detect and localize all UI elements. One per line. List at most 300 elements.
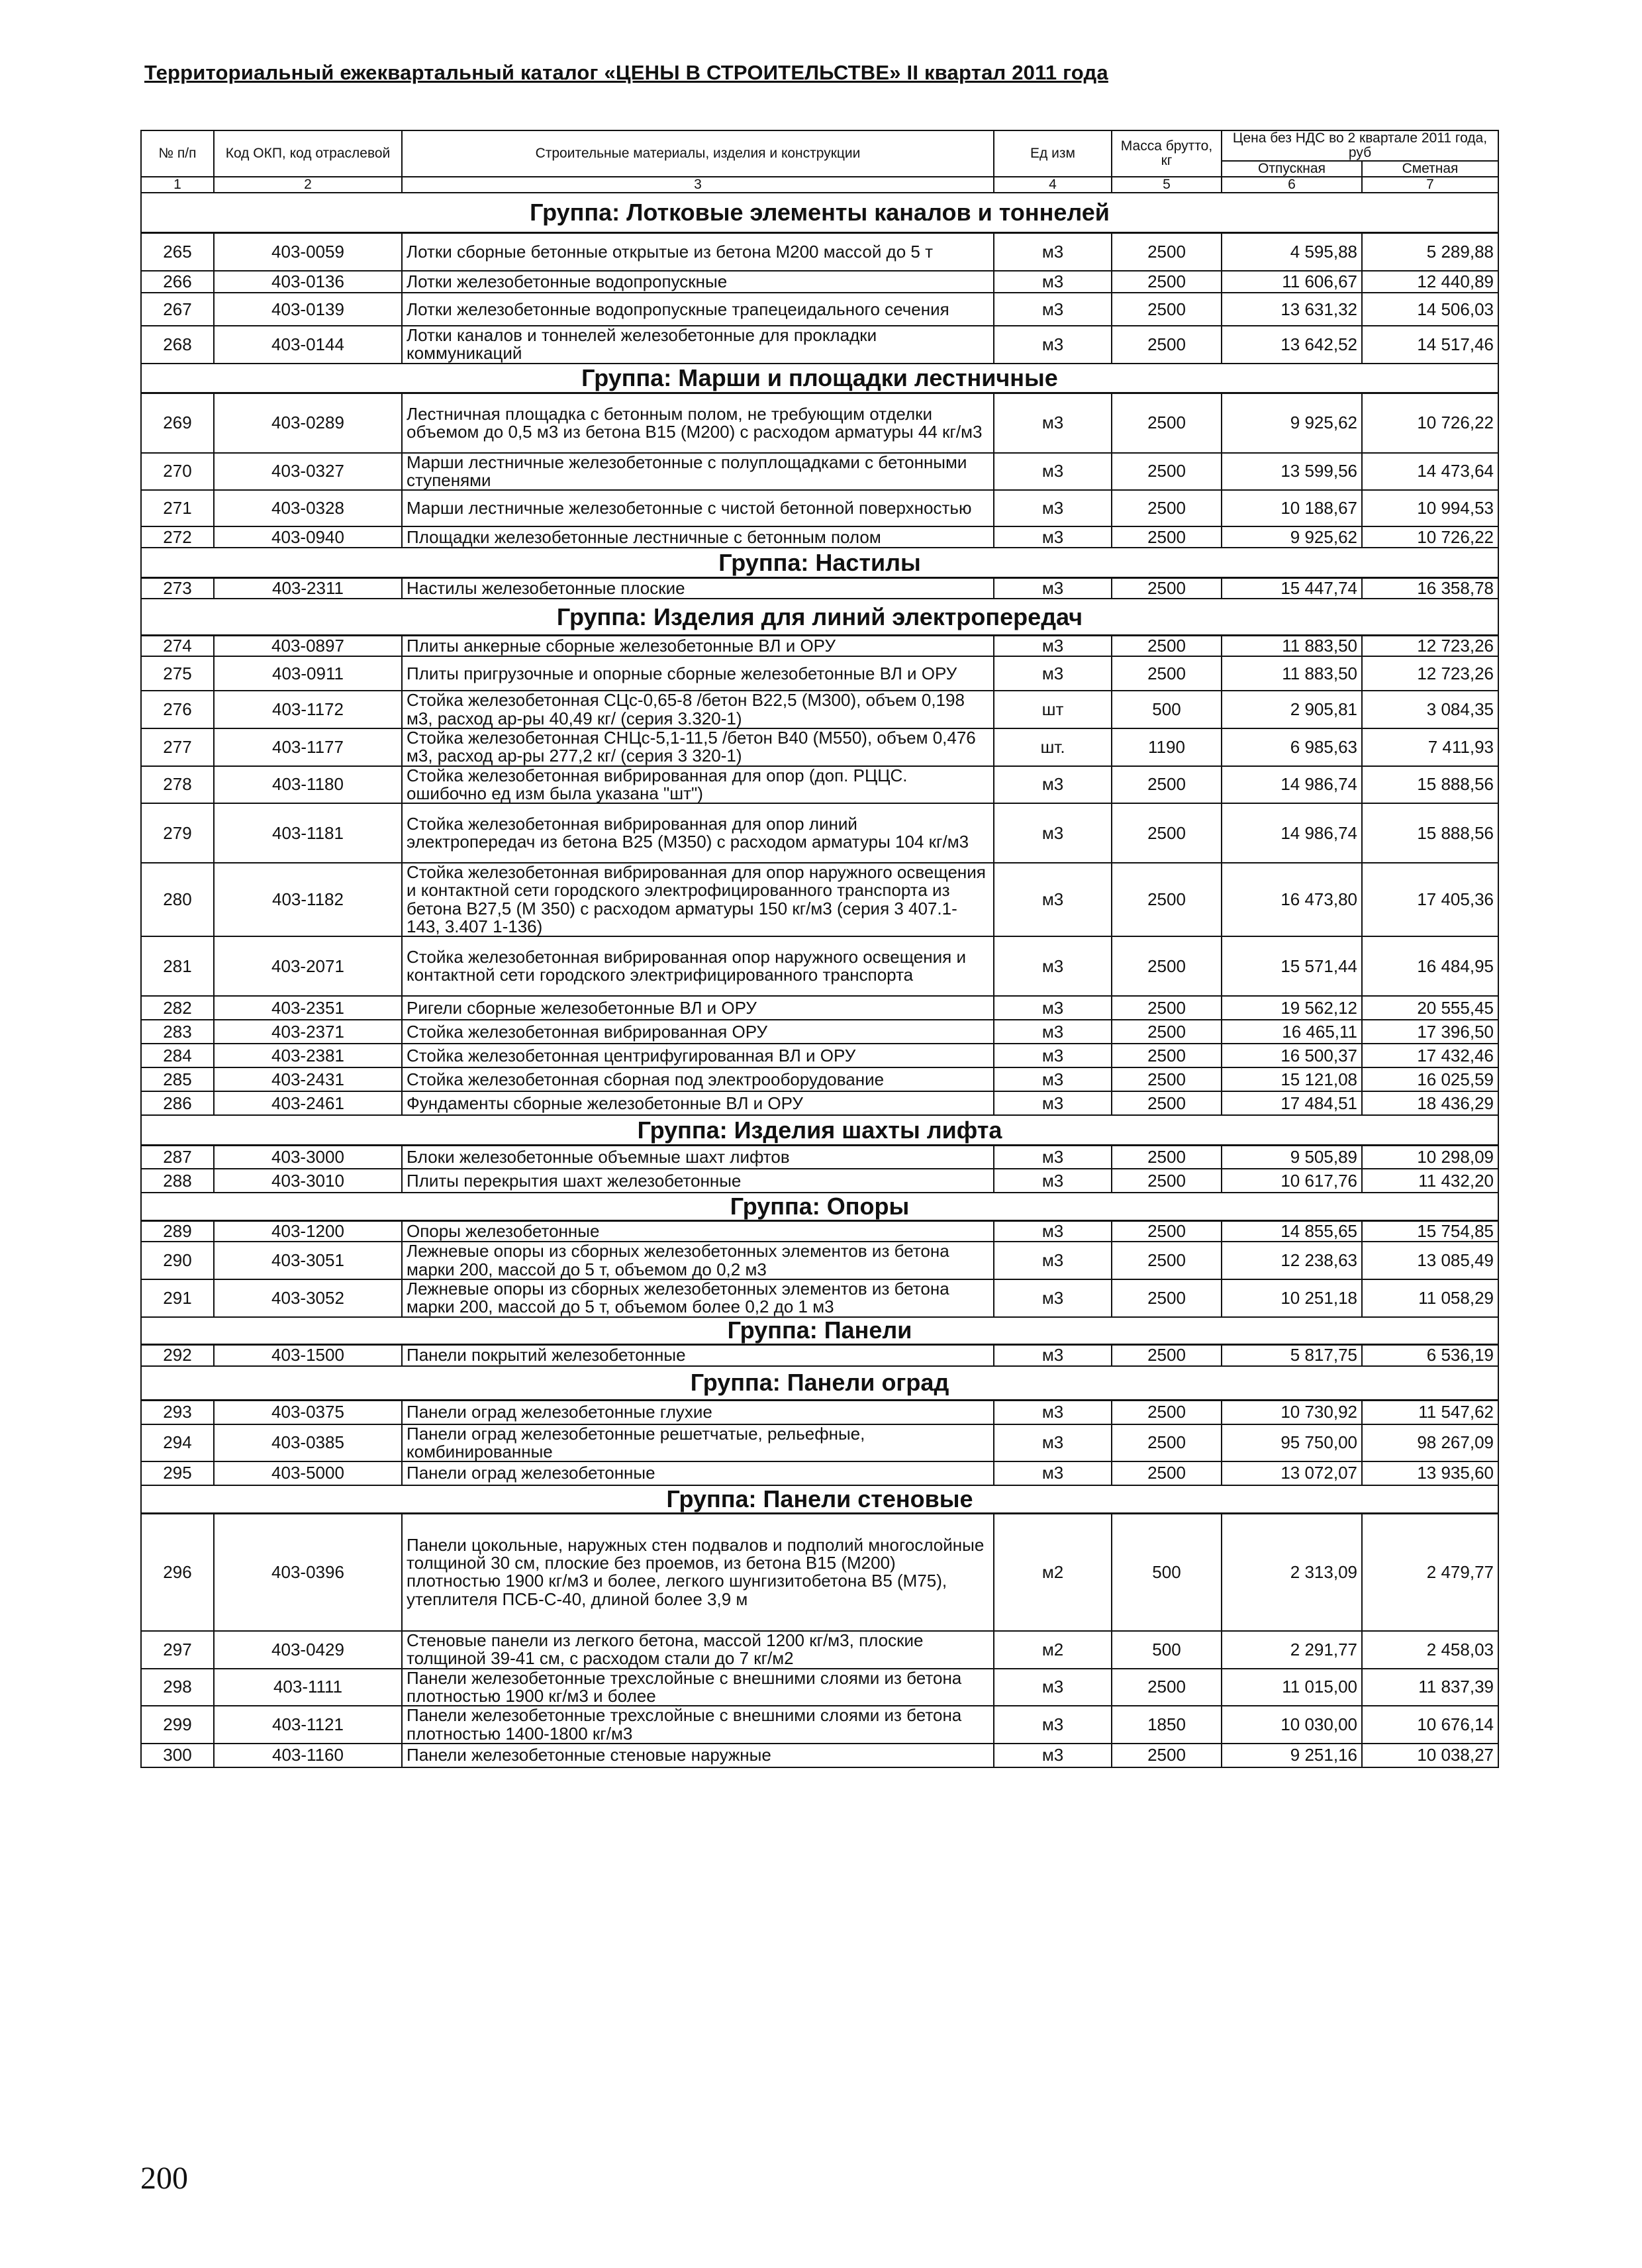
group-row — [141, 193, 1498, 232]
cell-code: 403-1172 — [214, 691, 402, 728]
table-row — [141, 1424, 1498, 1462]
table-row — [141, 271, 1498, 293]
cell-mass: 2500 — [1112, 526, 1222, 548]
table-row — [141, 1220, 1498, 1242]
cell-n: 281 — [141, 936, 214, 996]
cell-unit: м3 — [994, 271, 1112, 293]
cell-mass: 2500 — [1112, 1279, 1222, 1317]
table-row — [141, 232, 1498, 271]
col-header-num: № п/п — [141, 130, 214, 177]
cell-code: 403-2351 — [214, 996, 402, 1020]
cell-n: 269 — [141, 393, 214, 453]
table-row — [141, 635, 1498, 656]
cell-est: 11 432,20 — [1362, 1169, 1498, 1193]
cell-code: 403-0328 — [214, 490, 402, 526]
cell-code: 403-0136 — [214, 271, 402, 293]
cell-unit: м3 — [994, 326, 1112, 364]
cell-mass: 2500 — [1112, 936, 1222, 996]
cell-n: 265 — [141, 232, 214, 271]
table-row — [141, 656, 1498, 691]
cell-est: 18 436,29 — [1362, 1091, 1498, 1115]
cell-sell: 15 447,74 — [1222, 577, 1362, 599]
cell-unit: м3 — [994, 1020, 1112, 1044]
cell-est: 3 084,35 — [1362, 691, 1498, 728]
cell-sell: 10 730,92 — [1222, 1401, 1362, 1424]
cell-n: 293 — [141, 1401, 214, 1424]
cell-est: 14 506,03 — [1362, 293, 1498, 326]
cell-unit: м2 — [994, 1513, 1112, 1631]
cell-est: 16 484,95 — [1362, 936, 1498, 996]
cell-sell: 15 121,08 — [1222, 1067, 1362, 1091]
table-row — [141, 1067, 1498, 1091]
cell-code: 403-1182 — [214, 863, 402, 936]
cell-code: 403-0940 — [214, 526, 402, 548]
group-row — [141, 1115, 1498, 1145]
cell-sell: 2 905,81 — [1222, 691, 1362, 728]
cell-est: 98 267,09 — [1362, 1424, 1498, 1462]
cell-sell: 9 925,62 — [1222, 526, 1362, 548]
cell-name: Панели покрытий железобетонные — [402, 1345, 994, 1366]
cell-sell: 14 986,74 — [1222, 766, 1362, 804]
cell-name: Стойка железобетонная вибрированная для опор линий электропередач из бетона В25 (М350) с расходом арматуры 104 кг/м3 — [402, 803, 994, 863]
cell-unit: м3 — [994, 1706, 1112, 1744]
cell-code: 403-5000 — [214, 1461, 402, 1485]
cell-mass: 2500 — [1112, 577, 1222, 599]
group-row — [141, 364, 1498, 393]
cell-code: 403-1180 — [214, 766, 402, 804]
cell-code: 403-1500 — [214, 1345, 402, 1366]
cell-sell: 4 595,88 — [1222, 232, 1362, 271]
cell-name: Стойка железобетонная СЦс-0,65-8 /бетон В22,5 (М300), объем 0,198 м3, расход ар-ры 40,49 кг/ (серия 3.320-1) — [402, 691, 994, 728]
cell-unit: м3 — [994, 996, 1112, 1020]
table-row — [141, 1669, 1498, 1706]
cell-sell: 9 251,16 — [1222, 1744, 1362, 1767]
cell-mass: 2500 — [1112, 656, 1222, 691]
cell-code: 403-2461 — [214, 1091, 402, 1115]
cell-est: 10 726,22 — [1362, 393, 1498, 453]
cell-est: 14 473,64 — [1362, 453, 1498, 491]
cell-sell: 13 072,07 — [1222, 1461, 1362, 1485]
cell-sell: 10 251,18 — [1222, 1279, 1362, 1317]
cell-unit: м3 — [994, 1424, 1112, 1462]
group-title: Группа: Панели стеновые — [141, 1485, 1498, 1513]
cell-mass: 2500 — [1112, 326, 1222, 364]
cell-n: 298 — [141, 1669, 214, 1706]
cell-mass: 2500 — [1112, 490, 1222, 526]
cell-n: 282 — [141, 996, 214, 1020]
cell-code: 403-0911 — [214, 656, 402, 691]
cell-sell: 13 642,52 — [1222, 326, 1362, 364]
cell-mass: 2500 — [1112, 996, 1222, 1020]
cell-code: 403-1200 — [214, 1220, 402, 1242]
cell-unit: м3 — [994, 1669, 1112, 1706]
cell-mass: 2500 — [1112, 803, 1222, 863]
table-row — [141, 326, 1498, 364]
cell-est: 10 676,14 — [1362, 1706, 1498, 1744]
cell-name: Панели железобетонные трехслойные с внешними слоями из бетона плотностью 1900 кг/м3 и более — [402, 1669, 994, 1706]
cell-n: 289 — [141, 1220, 214, 1242]
page-number: 200 — [140, 2161, 188, 2196]
cell-name: Стойка железобетонная вибрированная для опор наружного освещения и контактной сети городского электрофицированного транспорта из бетона В27,5 (М 350) с расходом арматуры 150 кг/м3 (серия 3 407.1-143, 3.407 1-136) — [402, 863, 994, 936]
cell-mass: 2500 — [1112, 863, 1222, 936]
table-row — [141, 1461, 1498, 1485]
cell-mass: 2500 — [1112, 1461, 1222, 1485]
cell-name: Марши лестничные железобетонные с полуплощадками с бетонными ступенями — [402, 453, 994, 491]
cell-mass: 1190 — [1112, 728, 1222, 766]
cell-unit: м3 — [994, 656, 1112, 691]
cell-code: 403-0289 — [214, 393, 402, 453]
cell-code: 403-1111 — [214, 1669, 402, 1706]
cell-mass: 2500 — [1112, 453, 1222, 491]
cell-mass: 500 — [1112, 1631, 1222, 1669]
cell-unit: м3 — [994, 1044, 1112, 1067]
table-row — [141, 936, 1498, 996]
group-title: Группа: Марши и площадки лестничные — [141, 364, 1498, 393]
cell-n: 284 — [141, 1044, 214, 1067]
cell-name: Стойка железобетонная вибрированная опор наружного освещения и контактной сети городского электрифицированного транспорта — [402, 936, 994, 996]
cell-name: Стойка железобетонная вибрированная для опор (доп. РЦЦС. ошибочно ед изм была указана "шт") — [402, 766, 994, 804]
cell-sell: 16 500,37 — [1222, 1044, 1362, 1067]
group-title: Группа: Изделия шахты лифта — [141, 1115, 1498, 1145]
cell-n: 295 — [141, 1461, 214, 1485]
table-row — [141, 453, 1498, 491]
cell-unit: м3 — [994, 526, 1112, 548]
group-row — [141, 1317, 1498, 1345]
cell-code: 403-1181 — [214, 803, 402, 863]
col-number: 5 — [1112, 177, 1222, 193]
col-number: 7 — [1362, 177, 1498, 193]
cell-sell: 2 313,09 — [1222, 1513, 1362, 1631]
cell-est: 13 085,49 — [1362, 1242, 1498, 1279]
cell-code: 403-1177 — [214, 728, 402, 766]
cell-unit: м3 — [994, 453, 1112, 491]
table-row — [141, 1020, 1498, 1044]
cell-name: Панели оград железобетонные решетчатые, рельефные, комбинированные — [402, 1424, 994, 1462]
cell-code: 403-3000 — [214, 1145, 402, 1169]
cell-mass: 1850 — [1112, 1706, 1222, 1744]
cell-unit: шт — [994, 691, 1112, 728]
cell-mass: 500 — [1112, 691, 1222, 728]
price-table — [140, 130, 1499, 1768]
group-title: Группа: Изделия для линий электропередач — [141, 599, 1498, 635]
cell-code: 403-1160 — [214, 1744, 402, 1767]
cell-code: 403-2071 — [214, 936, 402, 996]
col-number: 1 — [141, 177, 214, 193]
group-title: Группа: Настилы — [141, 548, 1498, 577]
cell-sell: 11 015,00 — [1222, 1669, 1362, 1706]
table-row — [141, 1279, 1498, 1317]
cell-n: 285 — [141, 1067, 214, 1091]
cell-est: 2 458,03 — [1362, 1631, 1498, 1669]
cell-est: 10 298,09 — [1362, 1145, 1498, 1169]
cell-sell: 13 631,32 — [1222, 293, 1362, 326]
cell-n: 268 — [141, 326, 214, 364]
cell-sell: 11 883,50 — [1222, 656, 1362, 691]
cell-name: Стойка железобетонная СНЦс-5,1-11,5 /бетон В40 (М550), объем 0,476 м3, расход ар-ры 277,2 кг/ (серия 3 320-1) — [402, 728, 994, 766]
col-header-name: Строительные материалы, изделия и конструкции — [402, 130, 994, 177]
cell-unit: м3 — [994, 1145, 1112, 1169]
cell-n: 273 — [141, 577, 214, 599]
cell-mass: 2500 — [1112, 1067, 1222, 1091]
cell-unit: м3 — [994, 1169, 1112, 1193]
cell-name: Опоры железобетонные — [402, 1220, 994, 1242]
cell-sell: 10 617,76 — [1222, 1169, 1362, 1193]
cell-sell: 12 238,63 — [1222, 1242, 1362, 1279]
cell-sell: 95 750,00 — [1222, 1424, 1362, 1462]
cell-mass: 2500 — [1112, 1401, 1222, 1424]
cell-sell: 13 599,56 — [1222, 453, 1362, 491]
cell-n: 287 — [141, 1145, 214, 1169]
cell-mass: 2500 — [1112, 1169, 1222, 1193]
cell-code: 403-0327 — [214, 453, 402, 491]
cell-name: Стойка железобетонная вибрированная ОРУ — [402, 1020, 994, 1044]
cell-code: 403-3051 — [214, 1242, 402, 1279]
cell-unit: м3 — [994, 1220, 1112, 1242]
table-row — [141, 863, 1498, 936]
cell-code: 403-0385 — [214, 1424, 402, 1462]
cell-est: 17 396,50 — [1362, 1020, 1498, 1044]
cell-est: 7 411,93 — [1362, 728, 1498, 766]
cell-unit: м3 — [994, 766, 1112, 804]
col-header-code: Код ОКП, код отраслевой — [214, 130, 402, 177]
table-row — [141, 728, 1498, 766]
cell-mass: 2500 — [1112, 293, 1222, 326]
group-title: Группа: Панели — [141, 1317, 1498, 1345]
cell-n: 270 — [141, 453, 214, 491]
group-row — [141, 1366, 1498, 1401]
cell-mass: 2500 — [1112, 1669, 1222, 1706]
table-row — [141, 691, 1498, 728]
cell-est: 16 025,59 — [1362, 1067, 1498, 1091]
table-row — [141, 766, 1498, 804]
cell-n: 279 — [141, 803, 214, 863]
cell-sell: 10 030,00 — [1222, 1706, 1362, 1744]
cell-name: Панели железобетонные трехслойные с внешними слоями из бетона плотностью 1400-1800 кг/м3 — [402, 1706, 994, 1744]
cell-est: 5 289,88 — [1362, 232, 1498, 271]
cell-name: Лотки железобетонные водопропускные трапецеидального сечения — [402, 293, 994, 326]
table-row — [141, 1242, 1498, 1279]
cell-sell: 10 188,67 — [1222, 490, 1362, 526]
cell-unit: шт. — [994, 728, 1112, 766]
cell-mass: 2500 — [1112, 1044, 1222, 1067]
cell-est: 15 888,56 — [1362, 766, 1498, 804]
cell-est: 11 547,62 — [1362, 1401, 1498, 1424]
cell-mass: 2500 — [1112, 393, 1222, 453]
cell-name: Лотки каналов и тоннелей железобетонные для прокладки коммуникаций — [402, 326, 994, 364]
cell-n: 291 — [141, 1279, 214, 1317]
table-row — [141, 1345, 1498, 1366]
cell-unit: м3 — [994, 635, 1112, 656]
cell-mass: 2500 — [1112, 232, 1222, 271]
cell-sell: 14 986,74 — [1222, 803, 1362, 863]
cell-mass: 2500 — [1112, 635, 1222, 656]
cell-est: 11 058,29 — [1362, 1279, 1498, 1317]
cell-unit: м3 — [994, 232, 1112, 271]
cell-est: 10 038,27 — [1362, 1744, 1498, 1767]
cell-code: 403-0897 — [214, 635, 402, 656]
group-title: Группа: Опоры — [141, 1193, 1498, 1220]
cell-est: 12 440,89 — [1362, 271, 1498, 293]
col-header-price-est: Сметная — [1362, 161, 1498, 177]
cell-unit: м3 — [994, 1345, 1112, 1366]
table-row — [141, 393, 1498, 453]
cell-n: 290 — [141, 1242, 214, 1279]
cell-mass: 2500 — [1112, 1220, 1222, 1242]
group-title: Группа: Панели оград — [141, 1366, 1498, 1401]
table-row — [141, 1706, 1498, 1744]
cell-unit: м3 — [994, 577, 1112, 599]
cell-n: 292 — [141, 1345, 214, 1366]
col-number: 6 — [1222, 177, 1362, 193]
cell-name: Ригели сборные железобетонные ВЛ и ОРУ — [402, 996, 994, 1020]
cell-est: 10 726,22 — [1362, 526, 1498, 548]
cell-code: 403-2371 — [214, 1020, 402, 1044]
cell-mass: 2500 — [1112, 1091, 1222, 1115]
cell-est: 15 888,56 — [1362, 803, 1498, 863]
cell-n: 299 — [141, 1706, 214, 1744]
cell-name: Панели цокольные, наружных стен подвалов и подполий многослойные толщиной 30 см, плоские без проемов, из бетона В15 (М200) плотностью 1900 кг/м3 и более, легкого шунгизитобетона В5 (М75), утеплителя ПСБ-С-40, длиной более 3,9 м — [402, 1513, 994, 1631]
cell-name: Площадки железобетонные лестничные с бетонным полом — [402, 526, 994, 548]
table-row — [141, 293, 1498, 326]
cell-unit: м2 — [994, 1631, 1112, 1669]
cell-sell: 5 817,75 — [1222, 1345, 1362, 1366]
cell-est: 12 723,26 — [1362, 635, 1498, 656]
cell-mass: 2500 — [1112, 1020, 1222, 1044]
cell-unit: м3 — [994, 936, 1112, 996]
cell-name: Плиты анкерные сборные железобетонные ВЛ и ОРУ — [402, 635, 994, 656]
cell-name: Стойка железобетонная центрифугированная ВЛ и ОРУ — [402, 1044, 994, 1067]
cell-code: 403-0429 — [214, 1631, 402, 1669]
cell-name: Панели железобетонные стеновые наружные — [402, 1744, 994, 1767]
cell-est: 14 517,46 — [1362, 326, 1498, 364]
col-header-mass: Масса брутто, кг — [1112, 130, 1222, 177]
cell-name: Лотки железобетонные водопропускные — [402, 271, 994, 293]
cell-unit: м3 — [994, 1744, 1112, 1767]
cell-name: Марши лестничные железобетонные с чистой бетонной поверхностью — [402, 490, 994, 526]
table-row — [141, 803, 1498, 863]
cell-n: 271 — [141, 490, 214, 526]
cell-code: 403-2311 — [214, 577, 402, 599]
table-row — [141, 526, 1498, 548]
col-number: 4 — [994, 177, 1112, 193]
col-number: 2 — [214, 177, 402, 193]
group-row — [141, 1485, 1498, 1513]
group-title: Группа: Лотковые элементы каналов и тоннелей — [141, 193, 1498, 232]
cell-name: Лотки сборные бетонные открытые из бетона М200 массой до 5 т — [402, 232, 994, 271]
table-row — [141, 1044, 1498, 1067]
table-row — [141, 1631, 1498, 1669]
col-number: 3 — [402, 177, 994, 193]
cell-name: Панели оград железобетонные — [402, 1461, 994, 1485]
cell-sell: 16 465,11 — [1222, 1020, 1362, 1044]
cell-sell: 17 484,51 — [1222, 1091, 1362, 1115]
cell-n: 283 — [141, 1020, 214, 1044]
cell-unit: м3 — [994, 490, 1112, 526]
cell-code: 403-0396 — [214, 1513, 402, 1631]
cell-est: 13 935,60 — [1362, 1461, 1498, 1485]
table-row — [141, 577, 1498, 599]
cell-unit: м3 — [994, 803, 1112, 863]
cell-sell: 15 571,44 — [1222, 936, 1362, 996]
cell-n: 286 — [141, 1091, 214, 1115]
cell-mass: 2500 — [1112, 1242, 1222, 1279]
cell-sell: 11 883,50 — [1222, 635, 1362, 656]
cell-name: Лежневые опоры из сборных железобетонных элементов из бетона марки 200, массой до 5 т, объемом более 0,2 до 1 м3 — [402, 1279, 994, 1317]
cell-name: Стеновые панели из легкого бетона, массой 1200 кг/м3, плоские толщиной 39-41 см, с расходом стали до 7 кг/м2 — [402, 1631, 994, 1669]
cell-name: Стойка железобетонная сборная под электрооборудование — [402, 1067, 994, 1091]
cell-est: 10 994,53 — [1362, 490, 1498, 526]
cell-unit: м3 — [994, 1461, 1112, 1485]
table-row — [141, 1091, 1498, 1115]
cell-n: 280 — [141, 863, 214, 936]
cell-sell: 14 855,65 — [1222, 1220, 1362, 1242]
cell-unit: м3 — [994, 293, 1112, 326]
cell-sell: 9 925,62 — [1222, 393, 1362, 453]
col-header-price-sell: Отпускная — [1222, 161, 1362, 177]
table-body — [141, 193, 1498, 1767]
cell-n: 274 — [141, 635, 214, 656]
page-header: Территориальный ежеквартальный каталог «ЦЕНЫ В СТРОИТЕЛЬСТВЕ» II квартал 2011 года — [144, 61, 1108, 84]
cell-sell: 9 505,89 — [1222, 1145, 1362, 1169]
cell-name: Настилы железобетонные плоские — [402, 577, 994, 599]
cell-code: 403-3010 — [214, 1169, 402, 1193]
cell-unit: м3 — [994, 1279, 1112, 1317]
cell-code: 403-0139 — [214, 293, 402, 326]
cell-sell: 6 985,63 — [1222, 728, 1362, 766]
cell-name: Фундаменты сборные железобетонные ВЛ и ОРУ — [402, 1091, 994, 1115]
cell-unit: м3 — [994, 1091, 1112, 1115]
table-row — [141, 996, 1498, 1020]
cell-unit: м3 — [994, 1242, 1112, 1279]
cell-code: 403-3052 — [214, 1279, 402, 1317]
cell-mass: 2500 — [1112, 271, 1222, 293]
table-row — [141, 1513, 1498, 1631]
cell-name: Плиты перекрытия шахт железобетонные — [402, 1169, 994, 1193]
cell-n: 278 — [141, 766, 214, 804]
cell-n: 272 — [141, 526, 214, 548]
group-row — [141, 599, 1498, 635]
cell-n: 266 — [141, 271, 214, 293]
cell-n: 297 — [141, 1631, 214, 1669]
col-header-unit: Ед изм — [994, 130, 1112, 177]
cell-code: 403-0144 — [214, 326, 402, 364]
cell-sell: 19 562,12 — [1222, 996, 1362, 1020]
cell-n: 275 — [141, 656, 214, 691]
cell-est: 16 358,78 — [1362, 577, 1498, 599]
cell-est: 20 555,45 — [1362, 996, 1498, 1020]
cell-mass: 2500 — [1112, 766, 1222, 804]
cell-n: 288 — [141, 1169, 214, 1193]
cell-est: 17 405,36 — [1362, 863, 1498, 936]
group-row — [141, 1193, 1498, 1220]
cell-code: 403-2431 — [214, 1067, 402, 1091]
cell-code: 403-0375 — [214, 1401, 402, 1424]
cell-unit: м3 — [994, 1067, 1112, 1091]
cell-n: 294 — [141, 1424, 214, 1462]
cell-est: 12 723,26 — [1362, 656, 1498, 691]
cell-n: 267 — [141, 293, 214, 326]
table-row — [141, 1744, 1498, 1767]
table-row — [141, 1169, 1498, 1193]
cell-mass: 2500 — [1112, 1145, 1222, 1169]
cell-n: 296 — [141, 1513, 214, 1631]
cell-est: 6 536,19 — [1362, 1345, 1498, 1366]
cell-name: Панели оград железобетонные глухие — [402, 1401, 994, 1424]
cell-code: 403-1121 — [214, 1706, 402, 1744]
cell-code: 403-2381 — [214, 1044, 402, 1067]
cell-est: 2 479,77 — [1362, 1513, 1498, 1631]
table-row — [141, 1401, 1498, 1424]
